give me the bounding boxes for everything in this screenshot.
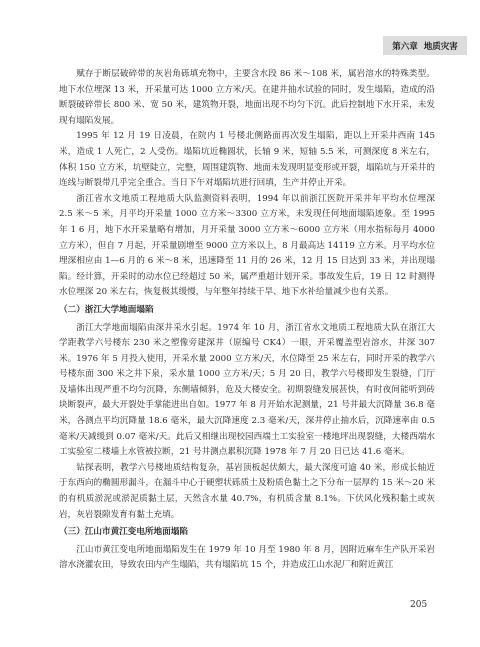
chapter-header: [383, 36, 467, 55]
chapter-title: 地质灾害: [423, 41, 458, 52]
chapter-label: 第六章: [392, 41, 418, 52]
paragraph: 江山市黄江变电所地面塌陷发生在 1979 年 10 月至 1980 年 8 月，因附近麻车生产队开采岩溶水浇灌农田，导致农田内产生塌陷，共有塌陷坑 15 个，并造成江山水泥厂和附近黄江: [59, 544, 435, 571]
paragraph: 浙江省水文地质工程地质大队监测资料表明，1994 年以前浙江医院开采井年平均水位埋深 2.5 米～5 米，月平均开采量 1000 立方米～3300 立方米，未发现任何地面塌陷迹象。至 1995 年 1 6 月，地下水开采量略有增加，月开采量 3000 立方米～6000 立方米（用水指标每月 4000 立方米），但自 7 月起，开采量剧增至 9000 立方米以上，8 月最高达 14119 立方米。月平均水位埋深相应由 1—6 月的 6 米～8 米，迅速降至 11 月的 26 米，12 月 15 日达到 33 米，并出现塌陷。经计算，开采时的动水位已经超过 50 米，属严重超计划开采。事故发生后，19 日 12 时测得水位埋深 20 米左右，恢复极其缓慢，与年整年持续干旱、地下水补给量减少也有关系。: [59, 193, 435, 298]
paragraph: 钻探表明，教学六号楼地质结构复杂，基岩顶板起伏颇大，最大深度可逾 40 米，形成长轴近于东西向的椭圆形漏斗，在漏斗中心于硬塑状砾质土及粉质色黏土之下分布一层厚约 15 米～20 米的有机质淤泥或淤泥质黏土层，天然含水量 40.7%，有机质含量 8.1%。下伏风化残积黏土或灰岩，灰岩裂隙发育有黏土充填。: [59, 462, 435, 520]
paragraph: 浙江大学地面塌陷由深井采水引起。1974 年 10 月，浙江省水文地质工程地质大队在浙江大学距教学六号楼东 230 米之塑像旁建深井（原编号 CK4）一眼，开采覆盖型岩溶水，井深 307 米。1976 年 5 月投入使用，开采水量 2000 立方米/天，水位降至 25 米左右，同时开采的教学六号楼东面 300 米之井下泉，采水量 1000 立方米/天；5 月 20 日，教学六号楼即发生裂缝，门厅及墙体出现严重不均匀沉降，东侧墙倾斜，危及大楼安全。初期裂缝发展甚快，有时夜间能听到砖块断裂声，最大开裂处手掌能进出自如。1977 年 8 月开始水泥测量，21 号井最大沉降量 36.8 毫米，各测点平均沉降量 18.6 毫米，最大沉降速度 2.3 毫米/天，深井停止抽水后，沉降速率由 0.5 毫米/天减缓到 0.07 毫米/天。此后又相继出现校园西端土工实验室一楼地坪出现裂缝，大楼西端水工实验室二楼墙上水管被拉断，21 号井测点累积沉降 1978 年 7 月 20 日已达 41.6 毫米。: [59, 322, 435, 458]
section-heading: （二）浙江大学地面塌陷: [59, 304, 154, 315]
paragraph: 赋存于断层破碎带的灰岩角砾填充物中，主要含水段 86 米～108 米，属岩溶水的特殊类型。地下水位埋深 13 米，开采量可达 1000 立方米/天。在建井抽水试验的同时，发生塌陷，造成的沿断裂破碎带长 800 米、宽 50 米，建筑物开裂，地面出现不均匀下沉。此后控制地下水开采，未发现有塌陷发展。: [59, 69, 435, 126]
paragraph: 1995 年 12 月 19 日凌晨，在院内 1 号楼北侧路面再次发生塌陷，距以上开采井西南 145 米，造成 1 人死亡，2 人受伤。塌陷坑近椭圆状，长轴 9 米，短轴 5.5 米，可测深度 8 米左右，体积 150 立方米，坑壁陡立，完整，周围建筑物、地面未发现明显变形或开裂，塌陷坑与开采井的连线与断裂带几乎完全重合。当日下午对塌陷坑进行回填，生产井停止开采。: [59, 131, 435, 189]
page-number: 205: [410, 600, 428, 610]
body-text: [59, 67, 435, 574]
section-heading: （三）江山市黄江变电所地面塌陷: [59, 527, 188, 538]
